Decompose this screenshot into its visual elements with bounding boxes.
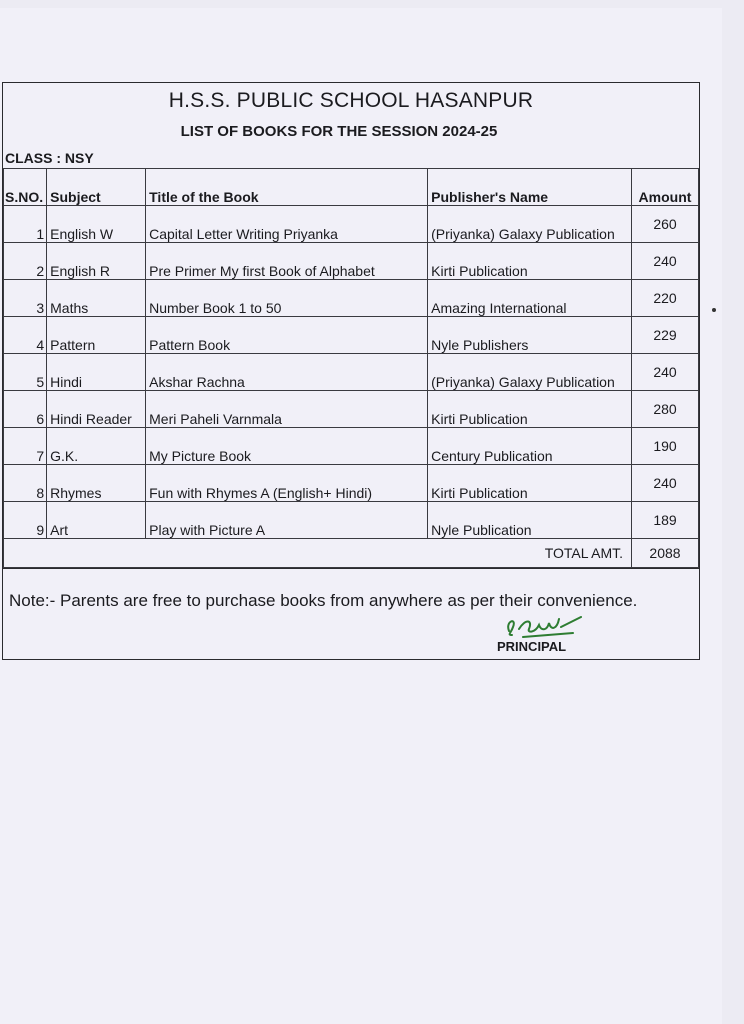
row-subject: Hindi [47, 354, 146, 391]
note-section [3, 568, 699, 659]
parents-note: Note:- Parents are free to purchase books from anywhere as per their convenience. [9, 591, 638, 610]
table-row [4, 428, 699, 465]
table-row [4, 502, 699, 539]
total-row [4, 539, 699, 568]
book-list-document [2, 82, 700, 660]
row-subject: English W [47, 206, 146, 243]
class-label: CLASS : NSY [5, 150, 94, 166]
row-subject: Rhymes [47, 465, 146, 502]
row-title: Number Book 1 to 50 [146, 280, 428, 317]
row-sno: 6 [4, 391, 47, 428]
principal-label: PRINCIPAL [497, 639, 567, 654]
row-publisher: Kirti Publication [428, 391, 632, 428]
row-amount: 240 [632, 465, 699, 502]
row-title: Pre Primer My first Book of Alphabet [146, 243, 428, 280]
row-publisher: Amazing International [428, 280, 632, 317]
row-sno: 4 [4, 317, 47, 354]
row-subject: Hindi Reader [47, 391, 146, 428]
table-row [4, 243, 699, 280]
row-title: Meri Paheli Varnmala [146, 391, 428, 428]
row-title: Akshar Rachna [146, 354, 428, 391]
total-value: 2088 [632, 539, 699, 568]
row-title: Capital Letter Writing Priyanka [146, 206, 428, 243]
row-title: Fun with Rhymes A (English+ Hindi) [146, 465, 428, 502]
row-subject: G.K. [47, 428, 146, 465]
table-row [4, 391, 699, 428]
row-amount: 260 [632, 206, 699, 243]
books-table [3, 168, 699, 568]
scan-speck [712, 308, 716, 312]
header-title: Title of the Book [146, 169, 428, 206]
list-title: LIST OF BOOKS FOR THE SESSION 2024-25 [180, 123, 498, 140]
row-publisher: Nyle Publishers [428, 317, 632, 354]
row-subject: Art [47, 502, 146, 539]
row-publisher: (Priyanka) Galaxy Publication [428, 206, 632, 243]
row-title: Play with Picture A [146, 502, 428, 539]
total-label: TOTAL AMT. [4, 539, 632, 568]
row-amount: 189 [632, 502, 699, 539]
row-subject: Maths [47, 280, 146, 317]
row-sno: 7 [4, 428, 47, 465]
table-row [4, 280, 699, 317]
header-publisher: Publisher's Name [428, 169, 632, 206]
row-sno: 9 [4, 502, 47, 539]
principal-signature [503, 611, 585, 641]
row-publisher: Century Publication [428, 428, 632, 465]
row-title: Pattern Book [146, 317, 428, 354]
header-sno: S.NO. [4, 169, 47, 206]
row-publisher: Kirti Publication [428, 465, 632, 502]
row-sno: 2 [4, 243, 47, 280]
row-amount: 220 [632, 280, 699, 317]
row-subject: English R [47, 243, 146, 280]
header-subject: Subject [47, 169, 146, 206]
row-title: My Picture Book [146, 428, 428, 465]
row-amount: 190 [632, 428, 699, 465]
row-sno: 8 [4, 465, 47, 502]
table-row [4, 317, 699, 354]
row-amount: 229 [632, 317, 699, 354]
row-sno: 3 [4, 280, 47, 317]
row-sno: 5 [4, 354, 47, 391]
table-header-row [4, 169, 699, 206]
row-publisher: Nyle Publication [428, 502, 632, 539]
table-row [4, 206, 699, 243]
row-amount: 240 [632, 354, 699, 391]
books-table-body [4, 206, 699, 539]
table-row [4, 465, 699, 502]
row-publisher: Kirti Publication [428, 243, 632, 280]
school-name: H.S.S. PUBLIC SCHOOL HASANPUR [168, 89, 534, 112]
row-sno: 1 [4, 206, 47, 243]
row-subject: Pattern [47, 317, 146, 354]
row-publisher: (Priyanka) Galaxy Publication [428, 354, 632, 391]
row-amount: 280 [632, 391, 699, 428]
header-amount: Amount [632, 169, 699, 206]
row-amount: 240 [632, 243, 699, 280]
paper-sheet [0, 8, 722, 1024]
table-row [4, 354, 699, 391]
